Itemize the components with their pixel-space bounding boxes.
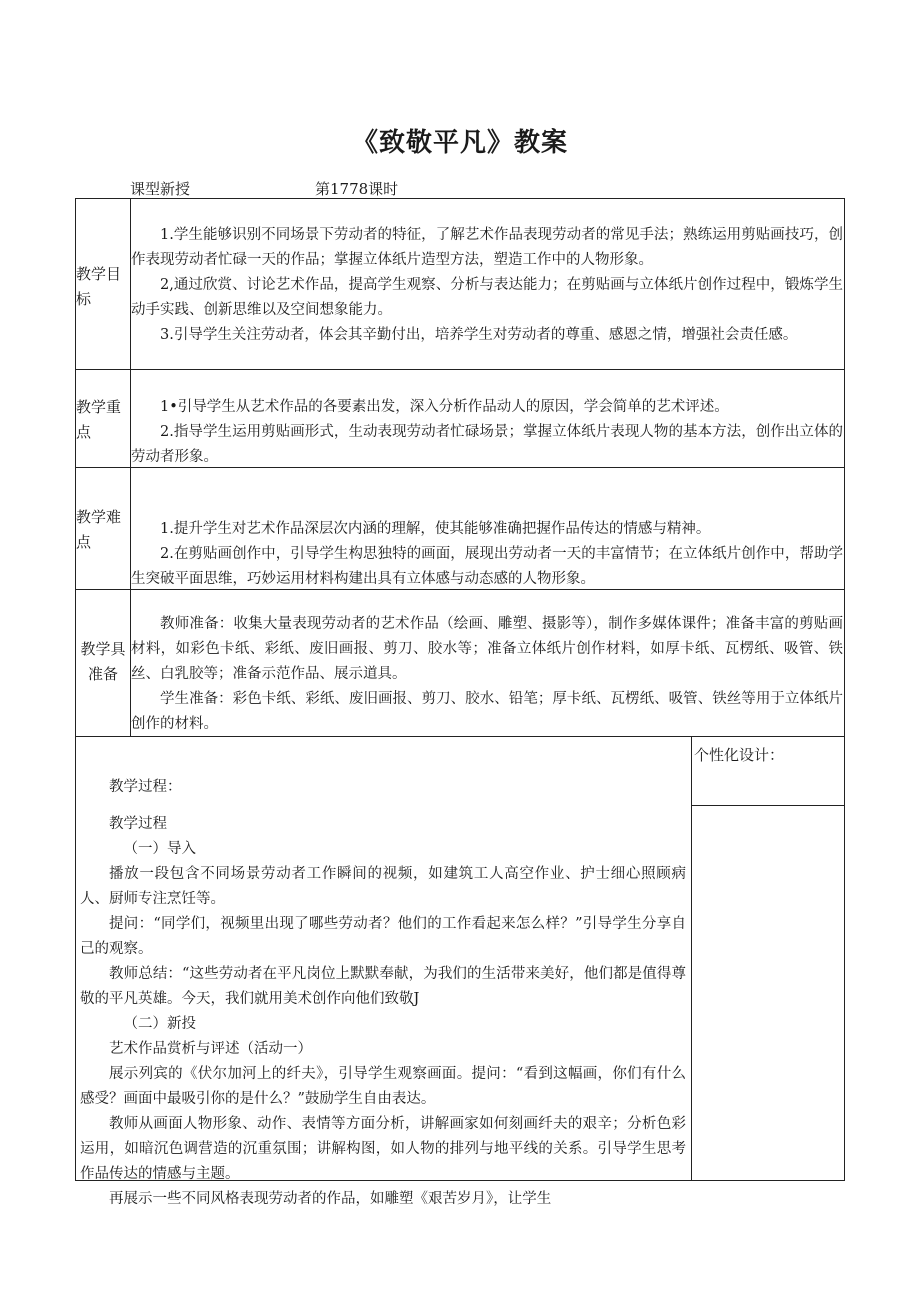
course-type: 课型新授 <box>130 180 191 198</box>
difficulties-label: 教学难点 <box>76 508 122 551</box>
process-paragraph: 播放一段包含不同场景劳动者工作瞬间的视频，如建筑工人高空作业、护士细心照顾病人、厨师专注烹饪等。 <box>80 866 686 907</box>
process-subheading: 教学过程 <box>109 816 167 832</box>
objective-item: 3.引导学生关注劳动者，体会其辛勤付出，培养学生对劳动者的尊重、感恩之情，增强社会责任感。 <box>160 327 798 343</box>
process-paragraph: 再展示一些不同风格表现劳动者的作品，如雕塑《艰苦岁月》，让学生 <box>109 1191 552 1207</box>
section-new-title: （二）新投 <box>123 1016 196 1032</box>
process-paragraph: 提问：“同学们，视频里出现了哪些劳动者？他们的工作看起来怎么样？”引导学生分享自己的观察。 <box>80 916 686 957</box>
page-title: 《致敬平凡》教案 <box>351 128 568 158</box>
key-points-content <box>131 395 843 470</box>
process-paragraph: 教师总结：“这些劳动者在平凡岗位上默默奉献，为我们的生活带来美好，他们都是值得尊敬的平凡英雄。今天，我们就用美术创作向他们致敬J <box>80 966 686 1007</box>
key-points-label: 教学重点 <box>76 398 122 441</box>
difficulty-item: 2.在剪贴画创作中，引导学生构思独特的画面，展现出劳动者一天的丰富情节；在立体纸片创作中，帮助学生突破平面思维，巧妙运用材料构建出具有立体感与动态感的人物形象。 <box>131 546 843 587</box>
teaching-process <box>80 775 686 1212</box>
difficulty-item: 1.提升学生对艺术作品深层次内涵的理解，使其能够准确把握作品传达的情感与精神。 <box>160 521 711 537</box>
materials-content <box>131 612 843 737</box>
objectives-label: 教学目标 <box>76 265 122 308</box>
activity-title: 艺术作品赏析与评述（活动一） <box>109 1041 312 1057</box>
materials-item: 学生准备：彩色卡纸、彩纸、废旧画报、剪刀、胶水、铅笔；厚卡纸、瓦楞纸、吸管、铁丝等用于立体纸片创作的材料。 <box>131 691 843 732</box>
difficulties-content <box>131 517 843 592</box>
row-divider <box>75 369 845 370</box>
process-paragraph: 教师从画面人物形象、动作、表情等方面分析，讲解画家如何刻画纤夫的艰辛；分析色彩运用，如暗沉色调营造的沉重氛围；讲解构图，如人物的排列与地平线的关系。引导学生思考作品传达的情感与主题。 <box>80 1116 686 1182</box>
process-paragraph: 展示列宾的《伏尔加河上的纤夫》，引导学生观察画面。提问：“看到这幅画，你们有什么感受？画面中最吸引你的是什么？”鼓励学生自由表达。 <box>80 1066 686 1107</box>
side-divider <box>691 805 845 806</box>
key-point-item: 1•引导学生从艺术作品的各要素出发，深入分析作品动人的原因，学会简单的艺术评述。 <box>160 399 729 415</box>
section-intro-title: （一）导入 <box>123 841 196 857</box>
objectives-content <box>131 223 843 348</box>
objective-item: 2,通过欣赏、讨论艺术作品，提高学生观察、分析与表达能力；在剪贴画与立体纸片创作过程中，锻炼学生动手实践、创新思维以及空间想象能力。 <box>131 277 843 318</box>
lesson-number: 第1778课时 <box>315 180 399 198</box>
process-heading: 教学过程： <box>109 779 182 795</box>
materials-item: 教师准备：收集大量表现劳动者的艺术作品（绘画、雕塑、摄影等），制作多媒体课件；准备丰富的剪贴画材料，如彩色卡纸、彩纸、废旧画报、剪刀、胶水等；准备立体纸片创作材料，如厚卡纸、瓦楞纸、吸管、铁丝、白乳胶等；准备示范作品、展示道具。 <box>131 616 843 682</box>
objective-item: 1.学生能够识别不同场景下劳动者的特征，了解艺术作品表现劳动者的常见手法；熟练运用剪贴画技巧，创作表现劳动者忙碌一天的作品；掌握立体纸片造型方法，塑造工作中的人物形象。 <box>131 227 843 268</box>
side-column-divider <box>691 736 692 1181</box>
materials-label: 教学具准备 <box>80 640 126 683</box>
key-point-item: 2.指导学生运用剪贴画形式，生动表现劳动者忙碌场景；掌握立体纸片表现人物的基本方法，创作出立体的劳动者形象。 <box>131 424 843 465</box>
personalized-design-label: 个性化设计： <box>694 746 785 764</box>
